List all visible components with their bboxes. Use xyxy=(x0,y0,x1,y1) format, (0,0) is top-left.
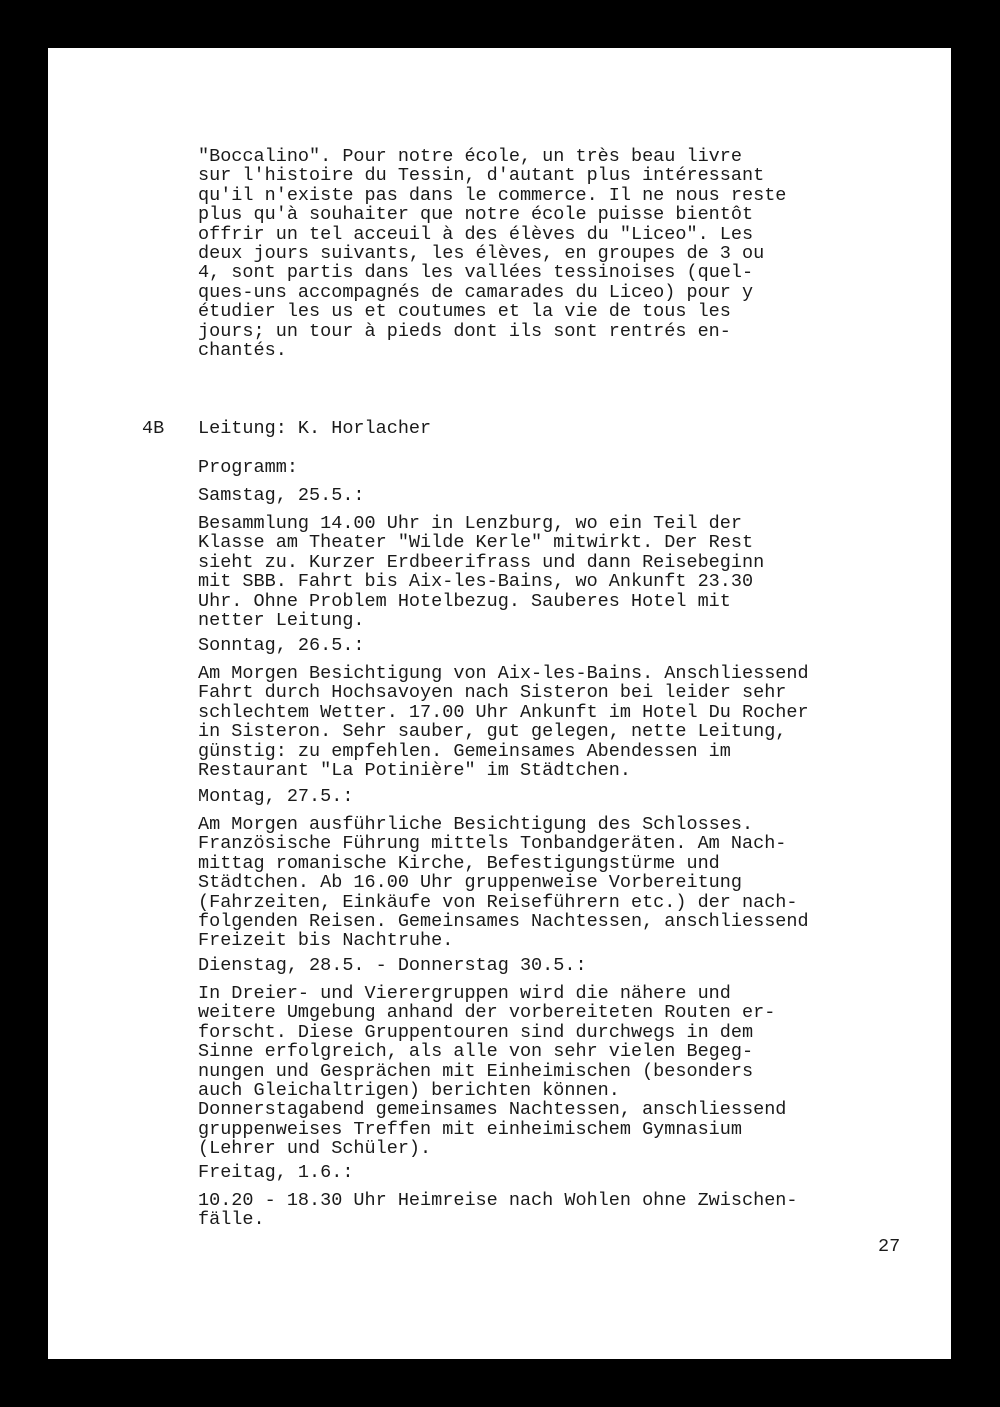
document-page xyxy=(48,48,951,1359)
day-heading-tuesday-thursday: Dienstag, 28.5. - Donnerstag 30.5.: xyxy=(198,955,587,976)
day-text-sunday: Am Morgen Besichtigung von Aix-les-Bains. Anschliessend Fahrt durch Hochsavoyen nach Sisteron bei leider sehr schlechtem Wetter. 17.00 Uhr Ankunft im Hotel Du Rocher in Sisteron. Sehr sauber, gut gelegen, nette Leitung, günstig: zu empfehlen. Gemeinsames Abendessen im Restaurant "La Potinière" im Städtchen. xyxy=(198,663,809,782)
section-label: 4B xyxy=(142,418,165,439)
day-heading-sunday: Sonntag, 26.5.: xyxy=(198,635,365,656)
day-heading-friday: Freitag, 1.6.: xyxy=(198,1162,354,1183)
day-text-saturday: Besammlung 14.00 Uhr in Lenzburg, wo ein Teil der Klasse am Theater "Wilde Kerle" mitwirkt. Der Rest sieht zu. Kurzer Erdbeerifrass und dann Reisebeginn mit SBB. Fahrt bis Aix-les-Bains, wo Ankunft 23.30 Uhr. Ohne Problem Hotelbezug. Sauberes Hotel mit netter Leitung. xyxy=(198,513,765,632)
day-text-monday: Am Morgen ausführliche Besichtigung des Schlosses. Französische Führung mittels Tonbandgeräten. Am Nach- mittag romanische Kirche, Befestigungstürme und Städtchen. Ab 16.00 Uhr gruppenweise Vorbereitung (Fahrzeiten, Einkäufe von Reiseführern etc.) der nach- folgenden Reisen. Gemeinsames Nachtessen, anschliessend Freizeit bis Nachtruhe. xyxy=(198,814,809,952)
day-text-friday: 10.20 - 18.30 Uhr Heimreise nach Wohlen ohne Zwischen- fälle. xyxy=(198,1190,798,1231)
day-heading-saturday: Samstag, 25.5.: xyxy=(198,485,365,506)
day-heading-monday: Montag, 27.5.: xyxy=(198,786,354,807)
program-heading: Programm: xyxy=(198,457,298,478)
leader-line: Leitung: K. Horlacher xyxy=(198,418,432,439)
day-text-tuesday-thursday: In Dreier- und Vierergruppen wird die nähere und weitere Umgebung anhand der vorbereiteten Routen er- forscht. Diese Gruppentouren sind durchwegs in dem Sinne erfolgreich, als alle von sehr vielen Begeg- nungen und Gesprächen mit Einheimischen (besonders auch Gleichaltrigen) berichten können. Donnerstagabend gemeinsames Nachtessen, anschliessend gruppenweises Treffen mit einheimischem Gymnasium (Lehrer und Schüler). xyxy=(198,983,787,1160)
intro-paragraph: "Boccalino". Pour notre école, un très beau livre sur l'histoire du Tessin, d'autant plus intéressant qu'il n'existe pas dans le commerce. Il ne nous reste plus qu'à souhaiter que notre école puisse bientôt offrir un tel acceuil à des élèves du "Liceo". Les deux jours suivants, les élèves, en groupes de 3 ou 4, sont partis dans les vallées tessinoises (quel- ques-uns accompagnés de camarades du Liceo) pour y étudier les us et coutumes et la vie de tous les jours; un tour à pieds dont ils sont rentrés en- chantés. xyxy=(198,146,787,362)
page-number: 27 xyxy=(878,1236,901,1257)
